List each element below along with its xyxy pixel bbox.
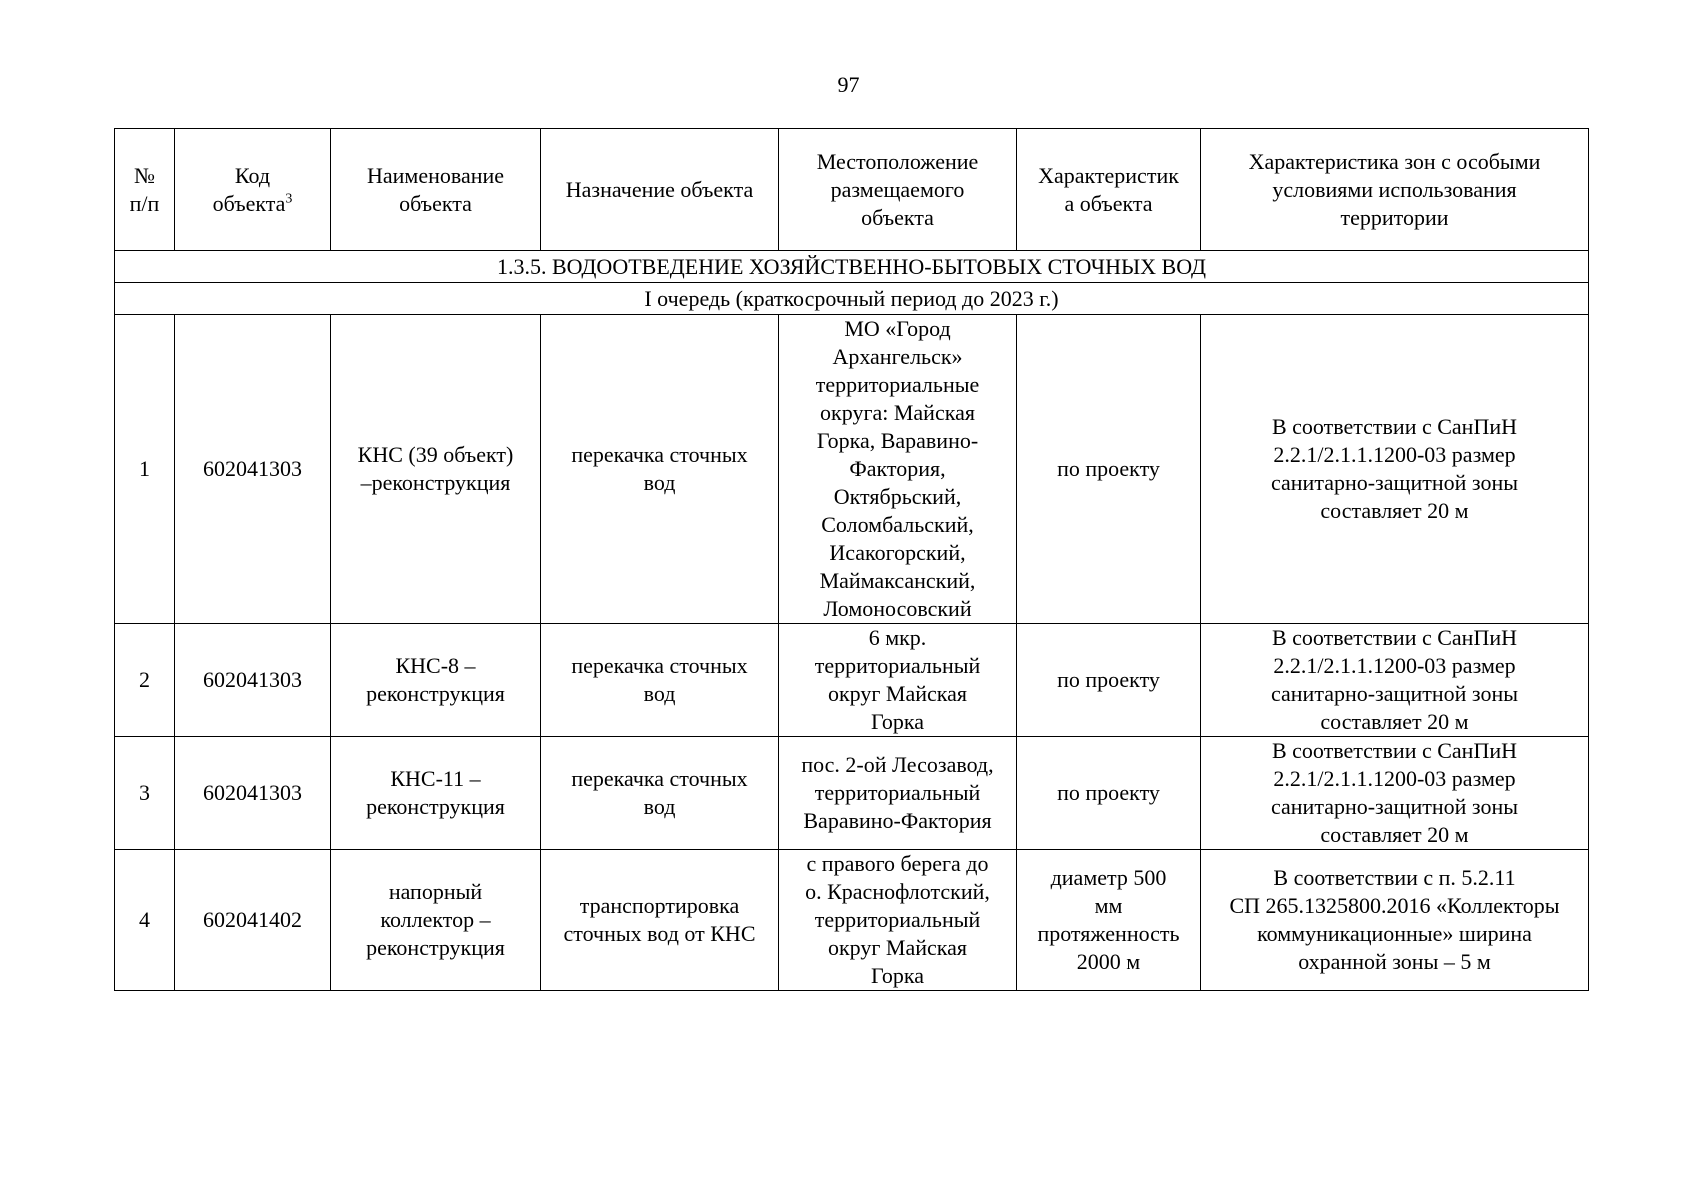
cell-purpose: перекачка сточных вод [541, 737, 779, 850]
cell-purpose: перекачка сточных вод [541, 315, 779, 624]
cell-zones: В соответствии с п. 5.2.11 СП 265.1325800.2016 «Коллекторы коммуникационные» ширина охранной зоны – 5 м [1201, 850, 1589, 991]
objects-table [114, 128, 1589, 991]
cell-code: 602041303 [175, 624, 331, 737]
table-header-row [115, 129, 1589, 251]
cell-num: 4 [115, 850, 175, 991]
cell-characteristics: по проекту [1017, 737, 1201, 850]
header-characteristics: Характеристик а объекта [1017, 129, 1201, 251]
cell-code: 602041303 [175, 315, 331, 624]
header-purpose: Назначение объекта [541, 129, 779, 251]
header-num: № п/п [115, 129, 175, 251]
cell-num: 2 [115, 624, 175, 737]
table-row [115, 737, 1589, 850]
table-row [115, 315, 1589, 624]
cell-num: 1 [115, 315, 175, 624]
cell-location: МО «Город Архангельск» территориальные округа: Майская Горка, Варавино- Фактория, Октябрьский, Соломбальский, Исакогорский, Маймаксанский, Ломоносовский [779, 315, 1017, 624]
cell-location: с правого берега до о. Краснофлотский, территориальный округ Майская Горка [779, 850, 1017, 991]
queue-title: I очередь (краткосрочный период до 2023 г.) [115, 283, 1589, 315]
cell-purpose: транспортировка сточных вод от КНС [541, 850, 779, 991]
cell-purpose: перекачка сточных вод [541, 624, 779, 737]
cell-num: 3 [115, 737, 175, 850]
cell-name: КНС (39 объект) –реконструкция [331, 315, 541, 624]
header-zones: Характеристика зон с особыми условиями использования территории [1201, 129, 1589, 251]
cell-zones: В соответствии с СанПиН 2.2.1/2.1.1.1200-03 размер санитарно-защитной зоны составляет 20 м [1201, 737, 1589, 850]
cell-characteristics: диаметр 500 мм протяженность 2000 м [1017, 850, 1201, 991]
cell-characteristics: по проекту [1017, 315, 1201, 624]
table-row [115, 624, 1589, 737]
page-number: 97 [837, 72, 860, 97]
section-title-row [115, 251, 1589, 283]
footnote-mark: 3 [285, 191, 293, 207]
header-name: Наименование объекта [331, 129, 541, 251]
cell-code: 602041402 [175, 850, 331, 991]
cell-name: КНС-8 – реконструкция [331, 624, 541, 737]
cell-location: 6 мкр. территориальный округ Майская Горка [779, 624, 1017, 737]
header-code: Код объекта$^3$ [175, 129, 331, 251]
section-title: 1.3.5. ВОДООТВЕДЕНИЕ ХОЗЯЙСТВЕННО-БЫТОВЫХ СТОЧНЫХ ВОД [115, 251, 1589, 283]
cell-location: пос. 2-ой Лесозавод, территориальный Варавино-Фактория [779, 737, 1017, 850]
cell-zones: В соответствии с СанПиН 2.2.1/2.1.1.1200-03 размер санитарно-защитной зоны составляет 20 м [1201, 315, 1589, 624]
cell-name: КНС-11 – реконструкция [331, 737, 541, 850]
header-location: Местоположение размещаемого объекта [779, 129, 1017, 251]
cell-zones: В соответствии с СанПиН 2.2.1/2.1.1.1200-03 размер санитарно-защитной зоны составляет 20 м [1201, 624, 1589, 737]
cell-characteristics: по проекту [1017, 624, 1201, 737]
table-row [115, 850, 1589, 991]
cell-code: 602041303 [175, 737, 331, 850]
queue-title-row [115, 283, 1589, 315]
cell-name: напорный коллектор – реконструкция [331, 850, 541, 991]
